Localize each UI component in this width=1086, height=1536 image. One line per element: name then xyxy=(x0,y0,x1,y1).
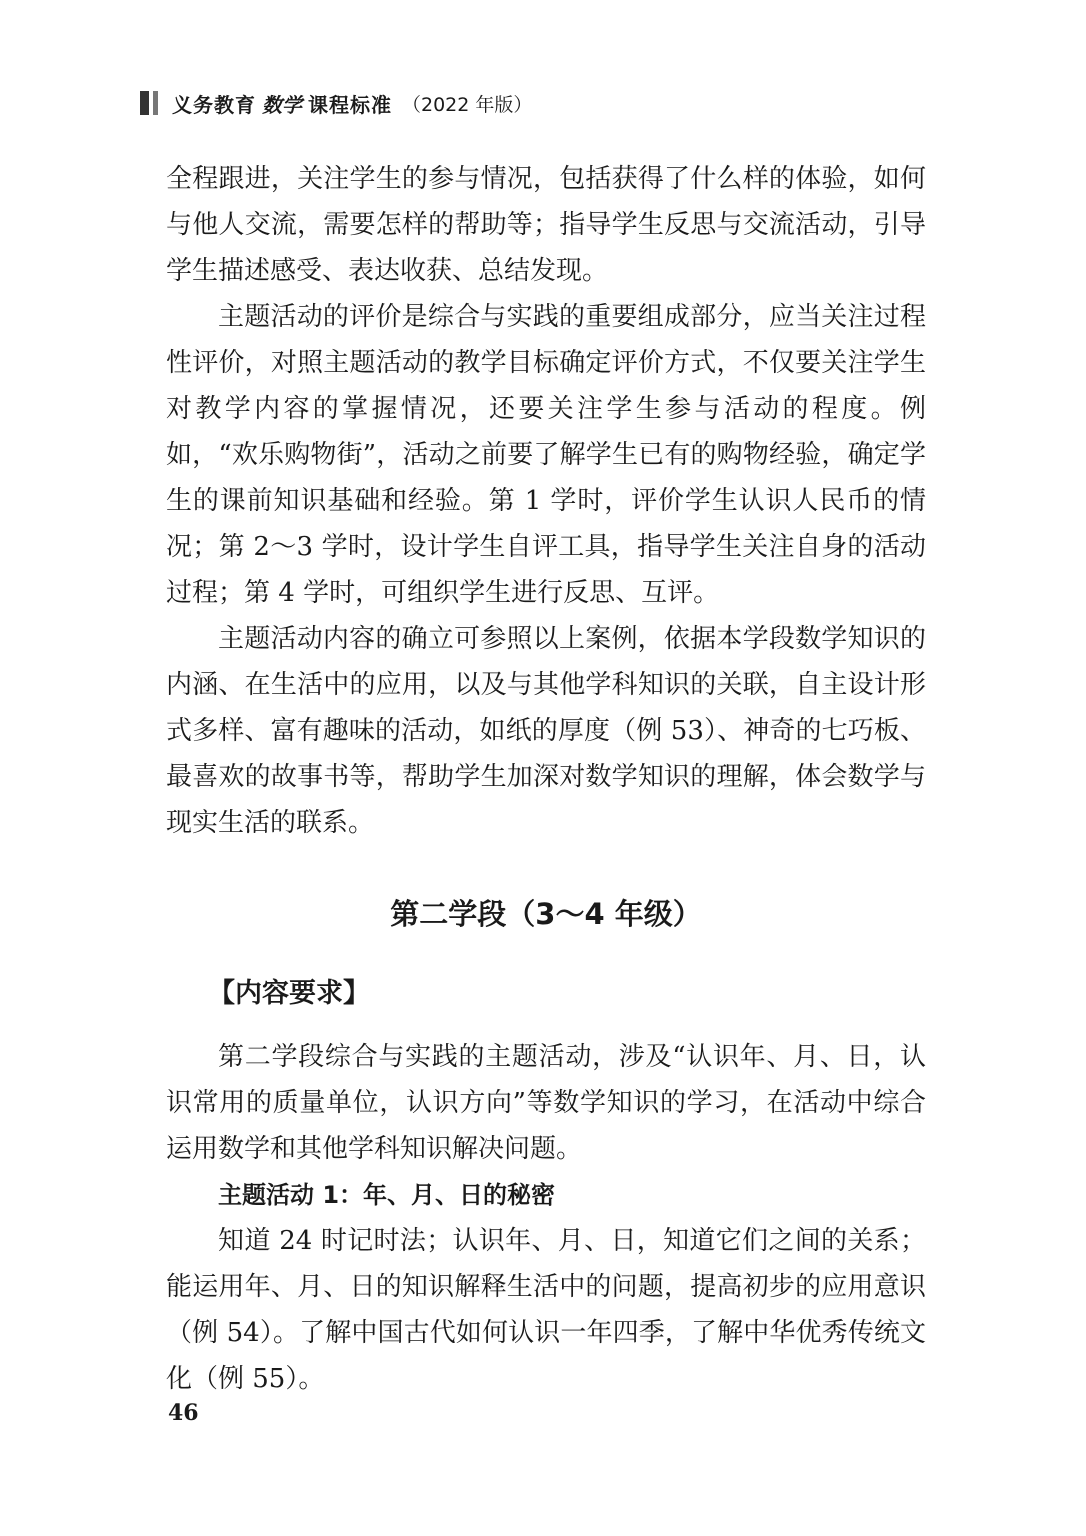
activity-title: 主题活动 1：年、月、日的秘密 xyxy=(218,1181,556,1209)
header-bar-mark-secondary xyxy=(153,91,158,115)
paragraph-activity-design: 主题活动内容的确立可参照以上案例，依据本学段数学知识的内涵、在生活中的应用，以及与其他学科知识的关联，自主设计形式多样、富有趣味的活动，如纸的厚度（例 53）、神奇的七巧板、最喜欢的故事书等，帮助学生加深对数学知识的理解，体会数学与现实生活的联系。 xyxy=(166,624,926,838)
header-edition: （2022 年版） xyxy=(402,93,533,116)
page-content xyxy=(166,156,926,1402)
paragraph-activity-1: 知道 24 时记时法；认识年、月、日，知道它们之间的关系；能运用年、月、日的知识解释生活中的问题，提高初步的应用意识（例 54）。了解中国古代如何认识一年四季，了解中华优秀传统文化（例 55）。 xyxy=(166,1226,926,1394)
page-number: 46 xyxy=(168,1400,199,1426)
header-title-part1: 义务教育 xyxy=(172,92,256,117)
requirements-heading: 【内容要求】 xyxy=(208,978,370,1009)
paragraph-evaluation: 主题活动的评价是综合与实践的重要组成部分，应当关注过程性评价，对照主题活动的教学目标确定评价方式，不仅要关注学生对教学内容的掌握情况，还要关注学生参与活动的程度。例如，“欢乐购物街”，活动之前要了解学生已有的购物经验，确定学生的课前知识基础和经验。第 1 学时，评价学生认识人民币的情况；第 2～3 学时，设计学生自评工具，指导学生关注自身的活动过程；第 4 学时，可组织学生进行反思、互评。 xyxy=(166,302,926,608)
header-bar-mark xyxy=(140,91,149,115)
paragraph-continued: 全程跟进，关注学生的参与情况，包括获得了什么样的体验，如何与他人交流，需要怎样的帮助等；指导学生反思与交流活动，引导学生描述感受、表达收获、总结发现。 xyxy=(166,164,926,286)
header-title-italic: 数学 xyxy=(262,92,302,117)
header-title-part2: 课程标准 xyxy=(308,92,392,117)
paragraph-requirements: 第二学段综合与实践的主题活动，涉及“认识年、月、日，认识常用的质量单位，认识方向”等数学知识的学习，在活动中综合运用数学和其他学科知识解决问题。 xyxy=(166,1042,926,1164)
running-header xyxy=(140,88,532,118)
section-title: 第二学段（3～4 年级） xyxy=(390,897,702,931)
